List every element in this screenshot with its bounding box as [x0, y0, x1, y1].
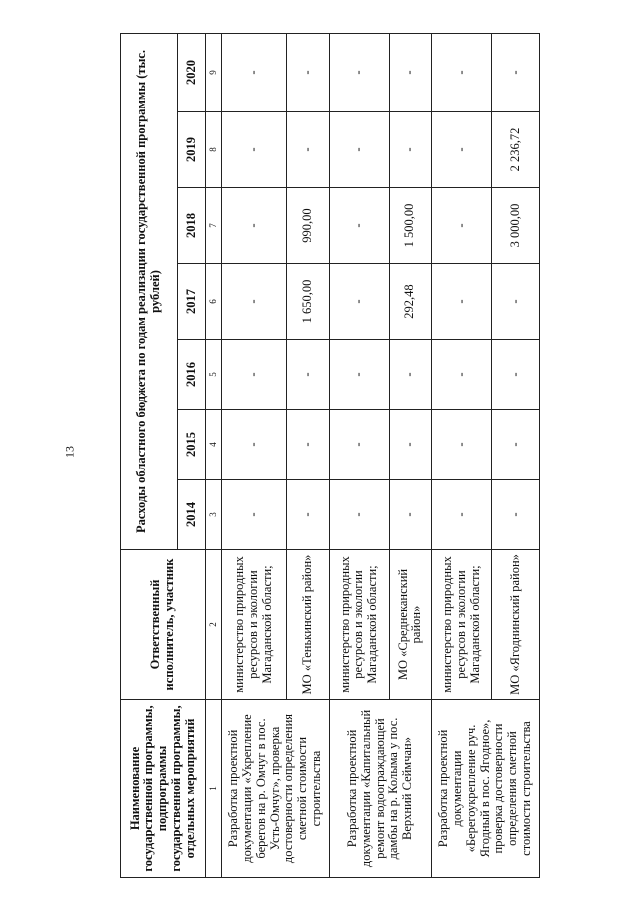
value-cell: - — [432, 188, 492, 264]
column-index: 6 — [206, 264, 222, 340]
value-cell: - — [222, 340, 287, 410]
value-cell: 1 650,00 — [286, 264, 329, 340]
table-sheet — [120, 34, 540, 878]
executor: МО «Среднеканский район» — [389, 550, 432, 700]
value-cell: - — [432, 410, 492, 480]
value-cell: - — [222, 480, 287, 550]
rotated-table-frame — [120, 34, 540, 878]
value-cell: - — [286, 340, 329, 410]
value-cell: - — [432, 112, 492, 188]
value-cell: - — [492, 33, 540, 111]
value-cell: - — [389, 340, 432, 410]
column-index: 2 — [206, 550, 222, 700]
value-cell: - — [286, 112, 329, 188]
value-cell: - — [389, 480, 432, 550]
header-executor: Ответственный исполнитель, участник — [121, 550, 206, 700]
value-cell: - — [492, 264, 540, 340]
value-cell: - — [222, 33, 287, 111]
value-cell: - — [432, 264, 492, 340]
value-cell: - — [432, 340, 492, 410]
value-cell: - — [329, 33, 389, 111]
column-index: 1 — [206, 700, 222, 878]
header-year: 2015 — [178, 410, 206, 480]
value-cell: - — [492, 410, 540, 480]
header-year: 2014 — [178, 480, 206, 550]
value-cell: - — [329, 480, 389, 550]
value-cell: - — [329, 410, 389, 480]
value-cell: 3 000,00 — [492, 188, 540, 264]
header-year: 2018 — [178, 188, 206, 264]
value-cell: - — [389, 112, 432, 188]
executor: МО «Ягоднинский район» — [492, 550, 540, 700]
value-cell: - — [329, 188, 389, 264]
value-cell: - — [329, 112, 389, 188]
column-index: 8 — [206, 112, 222, 188]
budget-table — [120, 33, 540, 878]
executor: министерство природных ресурсов и экологии Магаданской области; — [432, 550, 492, 700]
executor: министерство природных ресурсов и экологии Магаданской области; — [329, 550, 389, 700]
value-cell: - — [222, 112, 287, 188]
value-cell: - — [389, 33, 432, 111]
column-index: 5 — [206, 340, 222, 410]
value-cell: - — [222, 410, 287, 480]
value-cell: - — [492, 480, 540, 550]
column-index: 7 — [206, 188, 222, 264]
header-name: Наименование государственной программы, подпрограммы государственной программы, отдельных мероприятий — [121, 700, 206, 878]
header-year: 2020 — [178, 33, 206, 111]
value-cell: 2 236,72 — [492, 112, 540, 188]
value-cell: - — [286, 33, 329, 111]
header-expenses: Расходы областного бюджета по годам реализации государственной программы (тыс. рублей) — [121, 33, 178, 549]
value-cell: 1 500,00 — [389, 188, 432, 264]
value-cell: - — [286, 410, 329, 480]
activity-name: Разработка проектной документации «Капитальный ремонт водоограждающей дамбы на р. Колыма у пос. Верхний Сеймчан» — [329, 700, 431, 878]
value-cell: 292,48 — [389, 264, 432, 340]
column-index: 9 — [206, 33, 222, 111]
executor: министерство природных ресурсов и экологии Магаданской области; — [222, 550, 287, 700]
header-year: 2019 — [178, 112, 206, 188]
value-cell: - — [432, 33, 492, 111]
value-cell: - — [329, 264, 389, 340]
value-cell: - — [329, 340, 389, 410]
value-cell: - — [286, 480, 329, 550]
activity-name: Разработка проектной документации «Укрепление берегов на р. Омчуг в пос. Усть-Омчуг», проверка достоверности определения сметной стоимости строительства — [222, 700, 330, 878]
column-index: 3 — [206, 480, 222, 550]
header-year: 2016 — [178, 340, 206, 410]
page-number: 13 — [62, 446, 77, 458]
value-cell: - — [222, 264, 287, 340]
value-cell: 990,00 — [286, 188, 329, 264]
column-index: 4 — [206, 410, 222, 480]
value-cell: - — [492, 340, 540, 410]
value-cell: - — [432, 480, 492, 550]
value-cell: - — [222, 188, 287, 264]
value-cell: - — [389, 410, 432, 480]
activity-name: Разработка проектной документации «Берегоукрепление руч. Ягодный в пос. Ягодное», проверка достоверности определения сметной стоимости строительства — [432, 700, 540, 878]
header-year: 2017 — [178, 264, 206, 340]
executor: МО «Тенькинский район» — [286, 550, 329, 700]
